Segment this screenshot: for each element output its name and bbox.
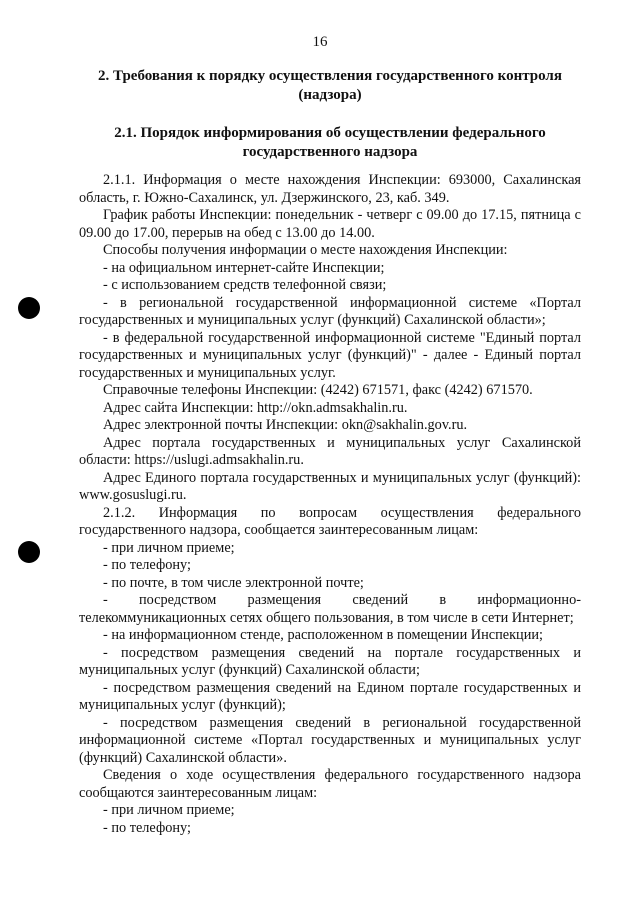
paragraph-email: Адрес электронной почты Инспекции: okn@sakhalin.gov.ru.	[103, 417, 468, 433]
paragraph-regional-portal: Адрес портала государственных и муниципальных услуг Сахалинской области: https://uslugi.admsakhalin.ru.	[79, 434, 581, 468]
list-item: - по почте, в том числе электронной почте;	[103, 574, 364, 591]
paragraph-website: Адрес сайта Инспекции: http://okn.admsakhalin.ru.	[103, 399, 408, 416]
paragraph-phones: Справочные телефоны Инспекции: (4242) 671571, факс (4242) 671570.	[103, 382, 533, 398]
page-number: 16	[312, 34, 328, 50]
list-item: - посредством размещения сведений на Едином портале государственных и муниципальных услуг (функций);	[79, 679, 581, 713]
list-item: - при личном приеме;	[103, 802, 235, 818]
list-item: - по телефону;	[103, 557, 191, 573]
punch-hole-mark	[18, 297, 40, 319]
list-item: - с использованием средств телефонной связи;	[103, 277, 387, 293]
list-item: - на информационном стенде, расположенном в помещении Инспекции;	[103, 627, 543, 643]
paragraph-progress-intro: Сведения о ходе осуществления федерального государственного надзора сообщаются заинтересованным лицам:	[79, 767, 581, 801]
subsection-heading: 2.1. Порядок информирования об осуществлении федерального государственного надзора	[114, 125, 546, 160]
paragraph-address: 2.1.1. Информация о месте нахождения Инспекции: 693000, Сахалинская область, г. Южно-Сахалинск, ул. Дзержинского, 23, каб. 349.	[79, 172, 581, 206]
paragraph-methods-intro: Способы получения информации о месте нахождения Инспекции:	[103, 242, 508, 258]
document-body	[79, 172, 581, 837]
paragraph-schedule: График работы Инспекции: понедельник - четверг с 09.00 до 17.15, пятница с 09.00 до 17.00, перерыв на обед с 13.00 до 14.00.	[79, 207, 581, 241]
list-item: - по телефону;	[103, 819, 191, 836]
list-item: - в региональной государственной информационной системе «Портал государственных и муниципальных услуг (функций) Сахалинской области»;	[79, 294, 581, 328]
list-item: - посредством размещения сведений в информационно-телекоммуникационных сетях общего пользования, в том числе в сети Интернет;	[79, 592, 581, 626]
list-item: - на официальном интернет-сайте Инспекции;	[103, 259, 385, 276]
paragraph-unified-portal: Адрес Единого портала государственных и муниципальных услуг (функций): www.gosuslugi.ru.	[79, 469, 581, 503]
list-item: - в федеральной государственной информационной системе "Единый портал государственных и муниципальных услуг (функций)" - далее - Единый портал государственных и муниципальных услуг.	[79, 329, 581, 381]
list-item: - посредством размещения сведений в региональной государственной информационной системе «Портал государственных и муниципальных услуг (функций) Сахалинской области».	[79, 714, 581, 766]
list-item: - посредством размещения сведений на портале государственных и муниципальных услуг (функций) Сахалинской области;	[79, 644, 581, 678]
list-item: - при личном приеме;	[103, 539, 235, 556]
section-heading: 2. Требования к порядку осуществления государственного контроля (надзора)	[98, 68, 562, 103]
paragraph-info-intro: 2.1.2. Информация по вопросам осуществления федерального государственного надзора, сообщается заинтересованным лицам:	[79, 504, 581, 538]
punch-hole-mark	[18, 541, 40, 563]
